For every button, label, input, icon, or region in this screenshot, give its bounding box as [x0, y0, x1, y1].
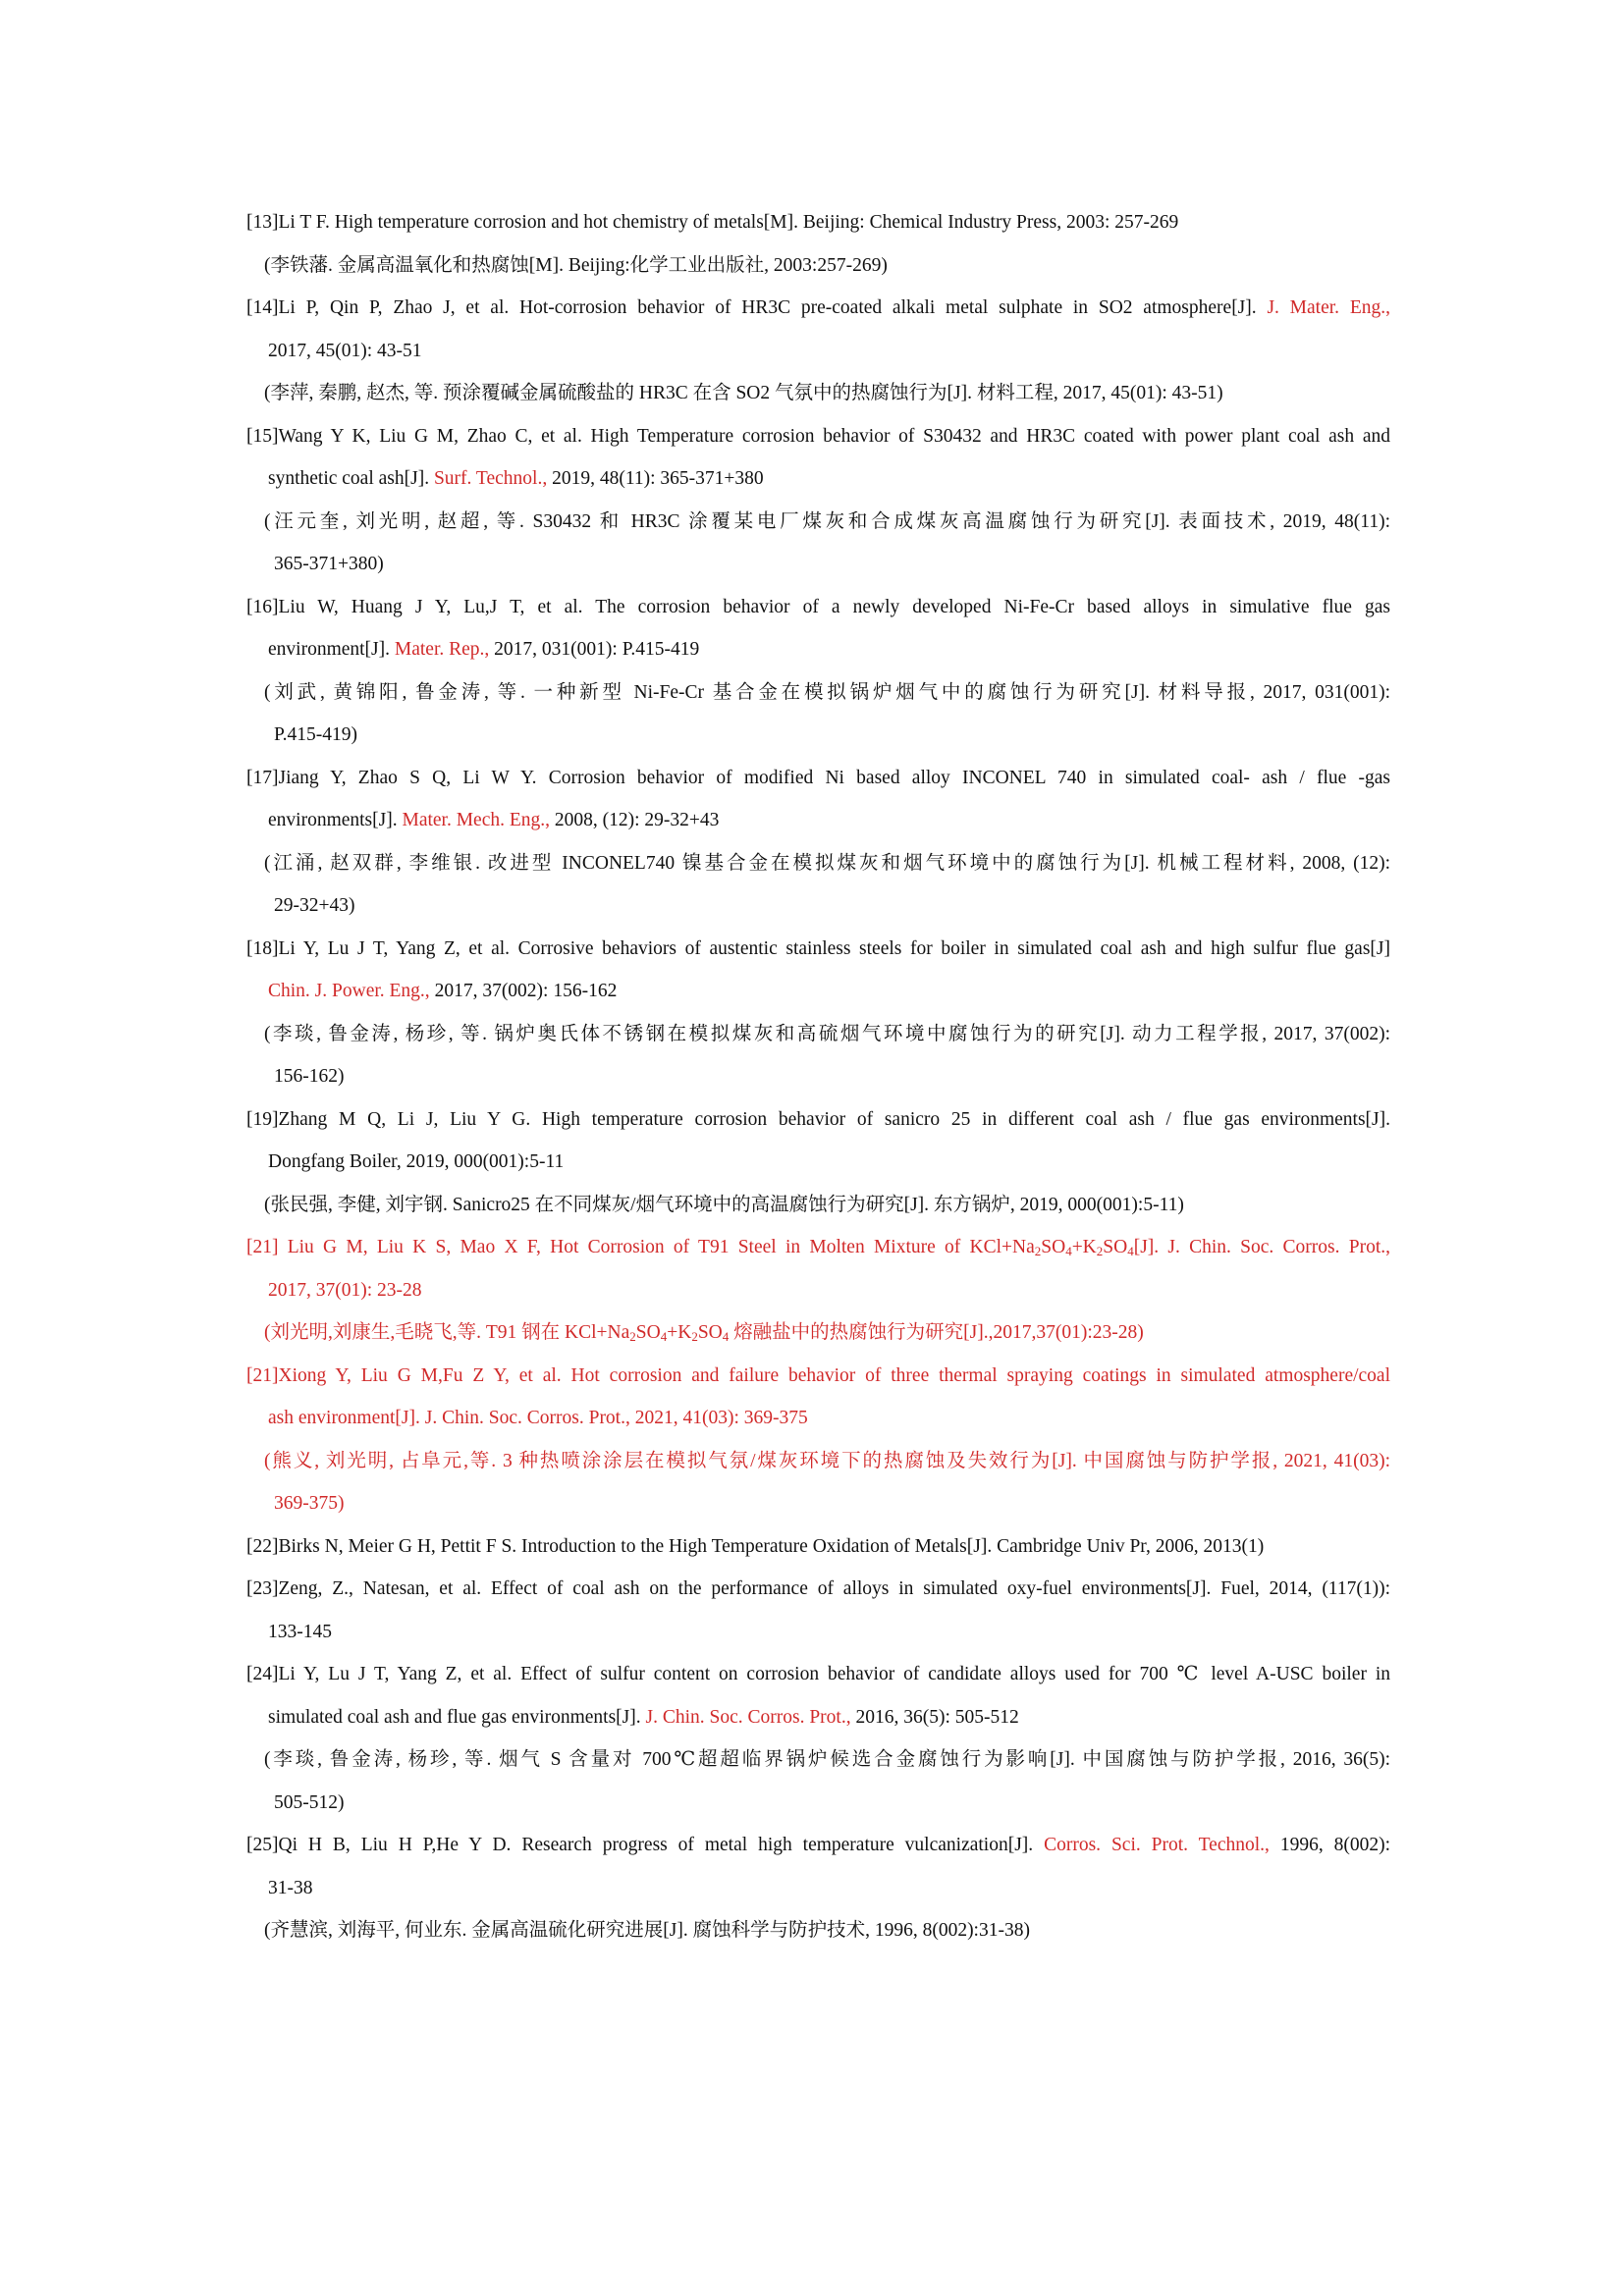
reference-entry [246, 1653, 1390, 1824]
reference-translation-line [246, 671, 1390, 715]
subscript: 2 [629, 1329, 636, 1344]
reference-translation-line [246, 244, 1390, 288]
reference-text: synthetic coal ash[J]. [268, 468, 434, 489]
reference-line [246, 1397, 1390, 1440]
reference-line [246, 1226, 1390, 1269]
reference-text: [22]Birks N, Meier G H, Pettit F S. Introduction to the High Temperature Oxidation of Metals[J]. Cambridge Univ Pr, 2006, 2013(1) [246, 1535, 1265, 1557]
reference-line [246, 1355, 1390, 1398]
reference-text: [25]Qi H B, Liu H P,He Y D. Research progress of metal high temperature vulcanization[J]. [246, 1835, 1045, 1855]
reference-line [246, 799, 1390, 842]
reference-entry [246, 1824, 1390, 1952]
reference-translation-line [246, 501, 1390, 544]
reference-text: [18]Li Y, Lu J T, Yang Z, et al. Corrosive behaviors of austentic stainless steels for boiler in simulated coal ash and high sulfur flue gas[J] [246, 937, 1390, 959]
reference-text: [21] Liu G M, Liu K S, Mao X F, Hot Corrosion of T91 Steel in Molten Mixture of KCl+Na [246, 1237, 1035, 1257]
reference-text: 156-162) [274, 1066, 345, 1087]
journal-name: Mater. Mech. Eng., [402, 810, 551, 830]
reference-line [246, 1824, 1390, 1867]
reference-text: 365-371+380) [274, 554, 384, 574]
reference-line [246, 1055, 1390, 1098]
reference-text: Dongfang Boiler, 2019, 000(001):5-11 [268, 1151, 565, 1172]
reference-text: P.415-419) [274, 724, 358, 745]
reference-text: environments[J]. [268, 810, 403, 830]
reference-line [246, 1098, 1390, 1142]
reference-text: (刘光明,刘康生,毛晓飞,等. T91 钢在 KCl+Na [264, 1322, 630, 1343]
reference-text: 2017, 37(002): 156-162 [429, 981, 618, 1001]
reference-text: (张民强, 李健, 刘宇钢. Sanicro25 在不同煤灰/烟气环境中的高温腐蚀行为研究[J]. 东方锅炉, 2019, 000(001):5-11) [264, 1194, 1184, 1215]
reference-text: (李琰, 鲁金涛, 杨珍, 等. 烟气 S 含量对 700℃超超临界锅炉候选合金腐蚀行为影响[J]. 中国腐蚀与防护学报, 2016, 36(5): [264, 1749, 1390, 1770]
reference-line [246, 457, 1390, 501]
reference-line [246, 415, 1390, 458]
reference-line [246, 1141, 1390, 1184]
subscript: 2 [1096, 1244, 1104, 1258]
reference-line [246, 884, 1390, 928]
reference-entry [246, 757, 1390, 928]
reference-text: 505-512) [274, 1791, 345, 1813]
reference-line [246, 1611, 1390, 1654]
reference-translation-line [246, 1184, 1390, 1227]
reference-translation-line [246, 842, 1390, 885]
reference-text: +K [667, 1322, 692, 1343]
reference-line [246, 1867, 1390, 1910]
reference-line [246, 714, 1390, 757]
reference-text: 31-38 [268, 1877, 313, 1898]
reference-text: SO [1103, 1237, 1128, 1257]
subscript: 2 [691, 1329, 698, 1344]
reference-list [246, 201, 1390, 1952]
reference-line [246, 1696, 1390, 1739]
reference-text: [16]Liu W, Huang J Y, Lu,J T, et al. The corrosion behavior of a newly developed Ni-Fe-Cr based alloys in simulative flue gas [246, 596, 1390, 617]
reference-text: [24]Li Y, Lu J T, Yang Z, et al. Effect of sulfur content on corrosion behavior of candidate alloys used for 700 ℃ level A-USC boiler in [246, 1664, 1390, 1684]
reference-entry [246, 1525, 1390, 1569]
reference-line [246, 1782, 1390, 1825]
reference-entry [246, 1098, 1390, 1227]
reference-entry [246, 287, 1390, 415]
reference-line [246, 757, 1390, 800]
reference-entry [246, 415, 1390, 586]
reference-line [246, 970, 1390, 1013]
reference-text: 2017, 37(01): 23-28 [268, 1279, 422, 1301]
reference-translation-line [246, 1311, 1390, 1355]
reference-text: [23]Zeng, Z., Natesan, et al. Effect of coal ash on the performance of alloys in simulated oxy-fuel environments[J]. Fuel, 2014, (117(1)): [246, 1578, 1390, 1599]
reference-line [246, 1482, 1390, 1525]
reference-text: ash environment[J]. J. Chin. Soc. Corros. Prot., 2021, 41(03): 369-375 [268, 1408, 808, 1428]
reference-line [246, 586, 1390, 629]
subscript: 4 [1127, 1244, 1134, 1258]
reference-entry [246, 201, 1390, 287]
journal-name: Chin. J. Power. Eng., [268, 981, 430, 1001]
reference-line [246, 628, 1390, 671]
reference-translation-line [246, 1440, 1390, 1483]
reference-text: (齐慧滨, 刘海平, 何业东. 金属高温硫化研究进展[J]. 腐蚀科学与防护技术, 1996, 8(002):31-38) [264, 1920, 1030, 1941]
reference-entry [246, 1226, 1390, 1355]
reference-text: 2017, 45(01): 43-51 [268, 340, 422, 361]
reference-entry [246, 586, 1390, 757]
reference-text: (刘武, 黄锦阳, 鲁金涛, 等. 一种新型 Ni-Fe-Cr 基合金在模拟锅炉烟气中的腐蚀行为研究[J]. 材料导报, 2017, 031(001): [264, 681, 1390, 703]
subscript: 4 [660, 1329, 668, 1344]
reference-line [246, 1568, 1390, 1611]
reference-text: [19]Zhang M Q, Li J, Liu Y G. High temperature corrosion behavior of sanicro 25 in different coal ash / flue gas environments[J]. [246, 1108, 1390, 1130]
reference-translation-line [246, 1013, 1390, 1056]
subscript: 4 [722, 1329, 730, 1344]
reference-text: SO [697, 1322, 723, 1343]
reference-text: 2008, (12): 29-32+43 [550, 810, 720, 830]
reference-text: [17]Jiang Y, Zhao S Q, Li W Y. Corrosion behavior of modified Ni based alloy INCONEL 740 in simulated coal- ash / flue -gas [246, 767, 1390, 788]
reference-text: simulated coal ash and flue gas environments[J]. [268, 1706, 646, 1728]
reference-text: environment[J]. [268, 639, 395, 660]
reference-entry [246, 928, 1390, 1098]
reference-line [246, 330, 1390, 373]
journal-name: J. Mater. Eng., [1267, 297, 1390, 318]
journal-name: Corros. Sci. Prot. Technol., [1044, 1835, 1270, 1855]
reference-text: 2019, 48(11): 365-371+380 [547, 468, 764, 489]
reference-translation-line [246, 372, 1390, 415]
reference-text: 133-145 [268, 1621, 332, 1642]
subscript: 4 [1065, 1244, 1072, 1258]
reference-text: [15]Wang Y K, Liu G M, Zhao C, et al. High Temperature corrosion behavior of S30432 and HR3C coated with power plant coal ash and [246, 425, 1390, 447]
reference-text: [21]Xiong Y, Liu G M,Fu Z Y, et al. Hot corrosion and failure behavior of three thermal spraying coatings in simulated atmosphere/coal [246, 1364, 1390, 1386]
reference-text: (熊义, 刘光明, 占阜元,等. 3 种热喷涂涂层在模拟气氛/煤灰环境下的热腐蚀及失效行为[J]. 中国腐蚀与防护学报, 2021, 41(03): [264, 1450, 1390, 1471]
reference-text: SO [1041, 1237, 1066, 1257]
reference-line [246, 1269, 1390, 1312]
reference-text: 29-32+43) [274, 895, 355, 916]
reference-text: 2016, 36(5): 505-512 [850, 1706, 1019, 1728]
reference-line [246, 287, 1390, 330]
reference-text: [J]. J. Chin. Soc. Corros. Prot., [1133, 1237, 1390, 1257]
reference-line [246, 1525, 1390, 1569]
reference-text: [14]Li P, Qin P, Zhao J, et al. Hot-corrosion behavior of HR3C pre-coated alkali metal sulphate in SO2 atmosphere[J]. [246, 297, 1268, 318]
reference-text: 2017, 031(001): P.415-419 [489, 639, 700, 660]
reference-translation-line [246, 1738, 1390, 1782]
reference-entry [246, 1568, 1390, 1653]
reference-line [246, 543, 1390, 586]
subscript: 2 [1034, 1244, 1042, 1258]
journal-name: Surf. Technol., [433, 468, 548, 489]
reference-text: (江涌, 赵双群, 李维银. 改进型 INCONEL740 镍基合金在模拟煤灰和烟气环境中的腐蚀行为[J]. 机械工程材料, 2008, (12): [264, 852, 1390, 874]
reference-entry [246, 1355, 1390, 1525]
journal-name: J. Chin. Soc. Corros. Prot., [645, 1706, 851, 1728]
journal-name: Mater. Rep., [394, 639, 490, 660]
reference-line [246, 1653, 1390, 1696]
reference-line [246, 928, 1390, 971]
reference-text: 熔融盐中的热腐蚀行为研究[J].,2017,37(01):23-28) [729, 1322, 1144, 1343]
reference-text: (汪元奎, 刘光明, 赵超, 等. S30432 和 HR3C 涂覆某电厂煤灰和合成煤灰高温腐蚀行为研究[J]. 表面技术, 2019, 48(11): [264, 510, 1390, 532]
reference-text: (李萍, 秦鹏, 赵杰, 等. 预涂覆碱金属硫酸盐的 HR3C 在含 SO2 气氛中的热腐蚀行为[J]. 材料工程, 2017, 45(01): 43-51) [264, 383, 1223, 403]
reference-text: SO [635, 1322, 661, 1343]
reference-text: (李铁藩. 金属高温氧化和热腐蚀[M]. Beijing:化学工业出版社, 2003:257-269) [264, 254, 888, 276]
reference-text: [13]Li T F. High temperature corrosion and hot chemistry of metals[M]. Beijing: Chemical Industry Press, 2003: 257-269 [246, 212, 1179, 233]
reference-text: 1996, 8(002): [1269, 1835, 1390, 1855]
reference-text: (李琰, 鲁金涛, 杨珍, 等. 锅炉奥氏体不锈钢在模拟煤灰和高硫烟气环境中腐蚀行为的研究[J]. 动力工程学报, 2017, 37(002): [264, 1023, 1390, 1044]
reference-text: +K [1071, 1237, 1097, 1257]
reference-text: 369-375) [274, 1493, 345, 1514]
reference-line [246, 201, 1390, 244]
reference-translation-line [246, 1909, 1390, 1952]
